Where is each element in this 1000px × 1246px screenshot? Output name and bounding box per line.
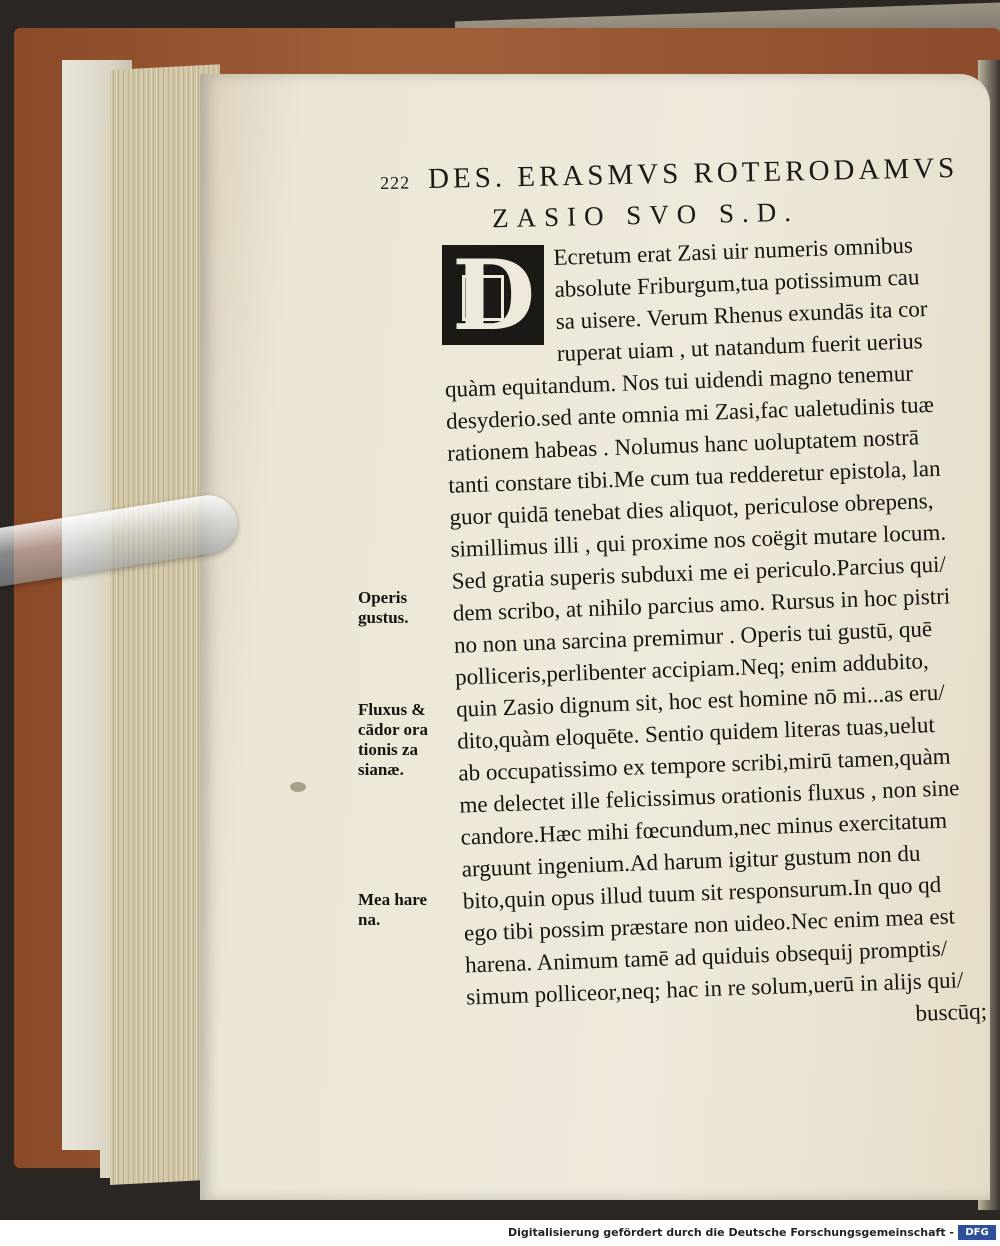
text-line: candore.Hæc mihi fœcundum,nec minus exercitatum	[460, 807, 948, 850]
funding-credit: Digitalisierung gefördert durch die Deutsche Forschungsgemeinschaft -	[507, 1226, 954, 1239]
text-line: polliceris,perlibenter accipiam.Neq; enim addubito,	[454, 648, 930, 690]
text-line: absolute Friburgum,tua potissimum cau	[554, 264, 920, 303]
text-line: guor quidā tenebat dies aliquot, periculose obrepens,	[449, 487, 934, 530]
text-line: quàm equitandum. Nos tui uidendi magno tenemur	[444, 360, 914, 402]
margin-note-operis: Operis gustus.	[358, 588, 409, 627]
page-stain	[290, 782, 306, 792]
text-line: no non una sarcina premimur . Operis tui gustū, quē	[453, 616, 933, 658]
text-line: desyderio.sed ante omnia mi Zasi,fac ualetudinis tuæ	[445, 391, 935, 434]
text-line: ab occupatissimo ex tempore scribi,mirū tamen,quàm	[457, 743, 951, 786]
text-line: Ecretum erat Zasi uir numeris omnibus	[553, 232, 914, 271]
dfg-logo: DFG	[958, 1225, 996, 1240]
text-line: sa uisere. Verum Rhenus exundās ita cor	[555, 296, 928, 335]
initial-letter: D	[452, 239, 536, 352]
text-line: me delectet ille felicissimus orationis fluxus , non sine	[459, 775, 960, 818]
page-number: 222	[379, 172, 411, 194]
text-line: simillimus illi , qui proxime nos coëgit mutare locum.	[450, 519, 947, 562]
letter-heading: ZASIO SVO S.D.	[491, 196, 800, 234]
catchword: buscūq;	[915, 998, 988, 1026]
text-line: simum polliceor,neq; hac in re solum,uerū in alijs qui/	[465, 967, 964, 1010]
running-head-text: DES. ERASMVS ROTERODAMVS	[427, 151, 959, 196]
footer-bar	[0, 1220, 1000, 1246]
text-line: dito,quàm eloquēte. Sentio quidem literas tuas,uelut	[456, 712, 936, 754]
letter-body	[440, 228, 988, 1046]
text-line: harena. Animum tamē ad quiduis obsequij promptis/	[464, 935, 948, 978]
text-line: tanti constare tibi.Me cum tua redderetur epistola, lan	[447, 455, 941, 498]
text-line: bito,quin opus illud tuum sit responsurum.In quo qd	[462, 871, 942, 914]
text-line: ruperat uiam , ut natandum fuerit uerius	[556, 328, 924, 366]
text-line: Sed gratia superis subduxi me ei periculo.Parcius qui/	[451, 551, 947, 594]
text-line: ego tibi possim præstare non uideo.Nec enim mea est	[463, 903, 956, 946]
margin-note-harena: Mea hare na.	[358, 890, 428, 929]
text-line: rationem habeas . Nolumus hanc uoluptatem nostrā	[446, 424, 920, 466]
text-line: dem scribo, at nihilo parcius amo. Rursus in hoc pistri	[452, 583, 951, 626]
margin-note-fluxus: Fluxus & cādor ora tionis za sianæ.	[358, 700, 429, 779]
text-line: arguunt ingenium.Ad harum igitur gustum non du	[461, 840, 921, 882]
text-line: quin Zasio dignum sit, hoc est homine nō mi...as eru/	[455, 679, 946, 722]
